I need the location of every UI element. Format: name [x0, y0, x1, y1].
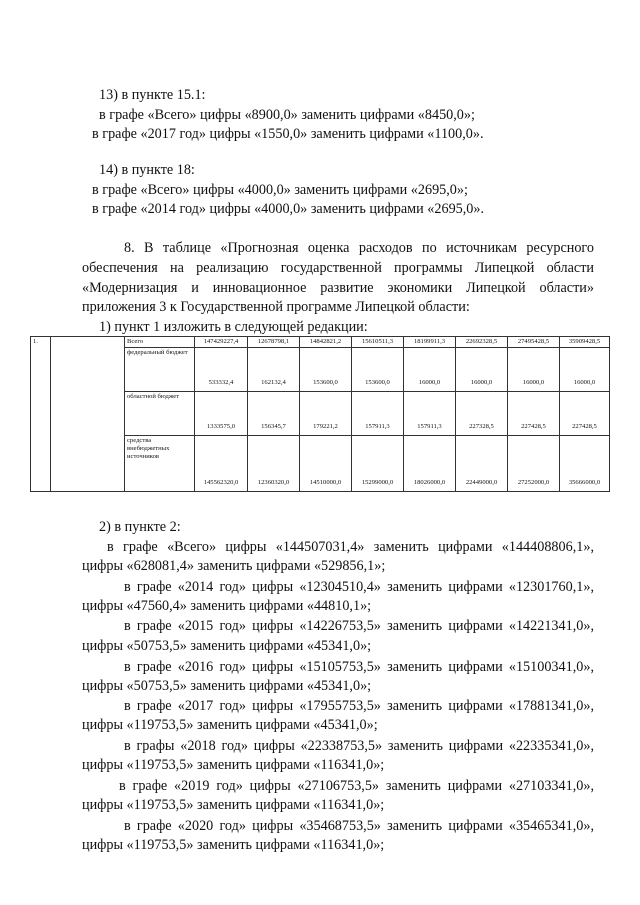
table-cell: 1333575,0: [195, 392, 248, 436]
section-8-line-1: 8. В таблице «Прогнозная оценка расходов по источникам ресурсного: [124, 240, 594, 256]
total-change-line-2: цифры «628081,4» заменить цифрами «529856,1»;: [82, 558, 386, 574]
table-cell: 153600,0: [300, 348, 352, 392]
table-cell: 12678798,1: [248, 337, 300, 348]
table-cell: 14510000,0: [300, 436, 352, 492]
table-row: [31, 337, 610, 348]
table-cell: 27495428,5: [508, 337, 560, 348]
table-cell: 145562320,0: [195, 436, 248, 492]
table-cell: 16000,0: [404, 348, 456, 392]
table-cell: 18199911,3: [404, 337, 456, 348]
table-cell: 12360320,0: [248, 436, 300, 492]
year-2014-change-line-2: цифры «47560,4» заменить цифрами «44810,1»;: [82, 598, 372, 614]
table-cell: 35666000,0: [560, 436, 610, 492]
table-cell: 16000,0: [508, 348, 560, 392]
table-cell: 157911,3: [404, 392, 456, 436]
row-number: 1.: [31, 337, 51, 492]
item-14-line-total: в графе «Всего» цифры «4000,0» заменить цифрами «2695,0»;: [92, 182, 468, 198]
empty-cell: [51, 337, 125, 492]
year-2019-change-line-1: в графе «2019 год» цифры «27106753,5» заменить цифрами «27103341,0»,: [119, 778, 594, 794]
table-cell: 16000,0: [456, 348, 508, 392]
funding-table: [30, 336, 610, 492]
row-label-total: Всего: [125, 337, 195, 348]
table-cell: 15610511,3: [352, 337, 404, 348]
year-2015-change-line-2: цифры «50753,5» заменить цифрами «45341,0»;: [82, 638, 372, 654]
item-13-heading: 13) в пункте 15.1:: [99, 87, 206, 103]
year-2015-change-line-1: в графе «2015 год» цифры «14226753,5» заменить цифрами «14221341,0»,: [124, 618, 594, 634]
table-cell: 15299000,0: [352, 436, 404, 492]
table-cell: 22692328,5: [456, 337, 508, 348]
section-8-line-3: «Модернизация и инновационное развитие экономики Липецкой области»: [82, 280, 594, 296]
table-cell: 22449000,0: [456, 436, 508, 492]
table-cell: 35909428,5: [560, 337, 610, 348]
table-cell: 156345,7: [248, 392, 300, 436]
row-label-extrabudgetary: средства внебюджетных источников: [125, 436, 195, 492]
table-cell: 14842821,2: [300, 337, 352, 348]
table-cell: 533332,4: [195, 348, 248, 392]
table-cell: 179221,2: [300, 392, 352, 436]
item-13-line-total: в графе «Всего» цифры «8900,0» заменить цифрами «8450,0»;: [99, 107, 475, 123]
year-2016-change-line-1: в графе «2016 год» цифры «15105753,5» заменить цифрами «15100341,0»,: [124, 659, 594, 675]
year-2019-change-line-2: цифры «119753,5» заменить цифрами «116341,0»;: [82, 797, 385, 813]
section-8-line-4: приложения 3 к Государственной программе Липецкой области:: [82, 299, 470, 315]
table-cell: 157911,3: [352, 392, 404, 436]
table-cell: 27252000,0: [508, 436, 560, 492]
year-2018-change-line-2: цифры «119753,5» заменить цифрами «116341,0»;: [82, 757, 385, 773]
table-cell: 18026000,0: [404, 436, 456, 492]
item-2-heading: 2) в пункте 2:: [99, 519, 181, 535]
item-14-line-2014: в графе «2014 год» цифры «4000,0» заменить цифрами «2695,0».: [92, 201, 485, 217]
year-2017-change-line-1: в графе «2017 год» цифры «17955753,5» заменить цифрами «17881341,0»,: [124, 698, 594, 714]
row-label-federal: федеральный бюджет: [125, 348, 195, 392]
row-label-regional: областной бюджет: [125, 392, 195, 436]
table-cell: 147429227,4: [195, 337, 248, 348]
year-2016-change-line-2: цифры «50753,5» заменить цифрами «45341,0»;: [82, 678, 372, 694]
year-2020-change-line-2: цифры «119753,5» заменить цифрами «116341,0»;: [82, 837, 385, 853]
year-2018-change-line-1: в графы «2018 год» цифры «22338753,5» заменить цифрами «22335341,0»,: [124, 738, 594, 754]
table-cell: 227428,5: [508, 392, 560, 436]
year-2020-change-line-1: в графе «2020 год» цифры «35468753,5» заменить цифрами «35465341,0»,: [124, 818, 594, 834]
year-2014-change-line-1: в графе «2014 год» цифры «12304510,4» заменить цифрами «12301760,1»,: [124, 579, 594, 595]
item-14-heading: 14) в пункте 18:: [99, 162, 195, 178]
item-1-heading: 1) пункт 1 изложить в следующей редакции:: [99, 319, 368, 335]
table-cell: 153600,0: [352, 348, 404, 392]
table-cell: 162132,4: [248, 348, 300, 392]
item-13-line-2017: в графе «2017 год» цифры «1550,0» заменить цифрами «1100,0».: [92, 126, 484, 142]
table-cell: 227428,5: [560, 392, 610, 436]
total-change-line-1: в графе «Всего» цифры «144507031,4» заменить цифрами «144408806,1»,: [107, 539, 594, 555]
year-2017-change-line-2: цифры «119753,5» заменить цифрами «45341,0»;: [82, 717, 378, 733]
table-cell: 16000,0: [560, 348, 610, 392]
section-8-line-2: обеспечения на реализацию государственной программы Липецкой области: [82, 260, 594, 276]
table-cell: 227328,5: [456, 392, 508, 436]
